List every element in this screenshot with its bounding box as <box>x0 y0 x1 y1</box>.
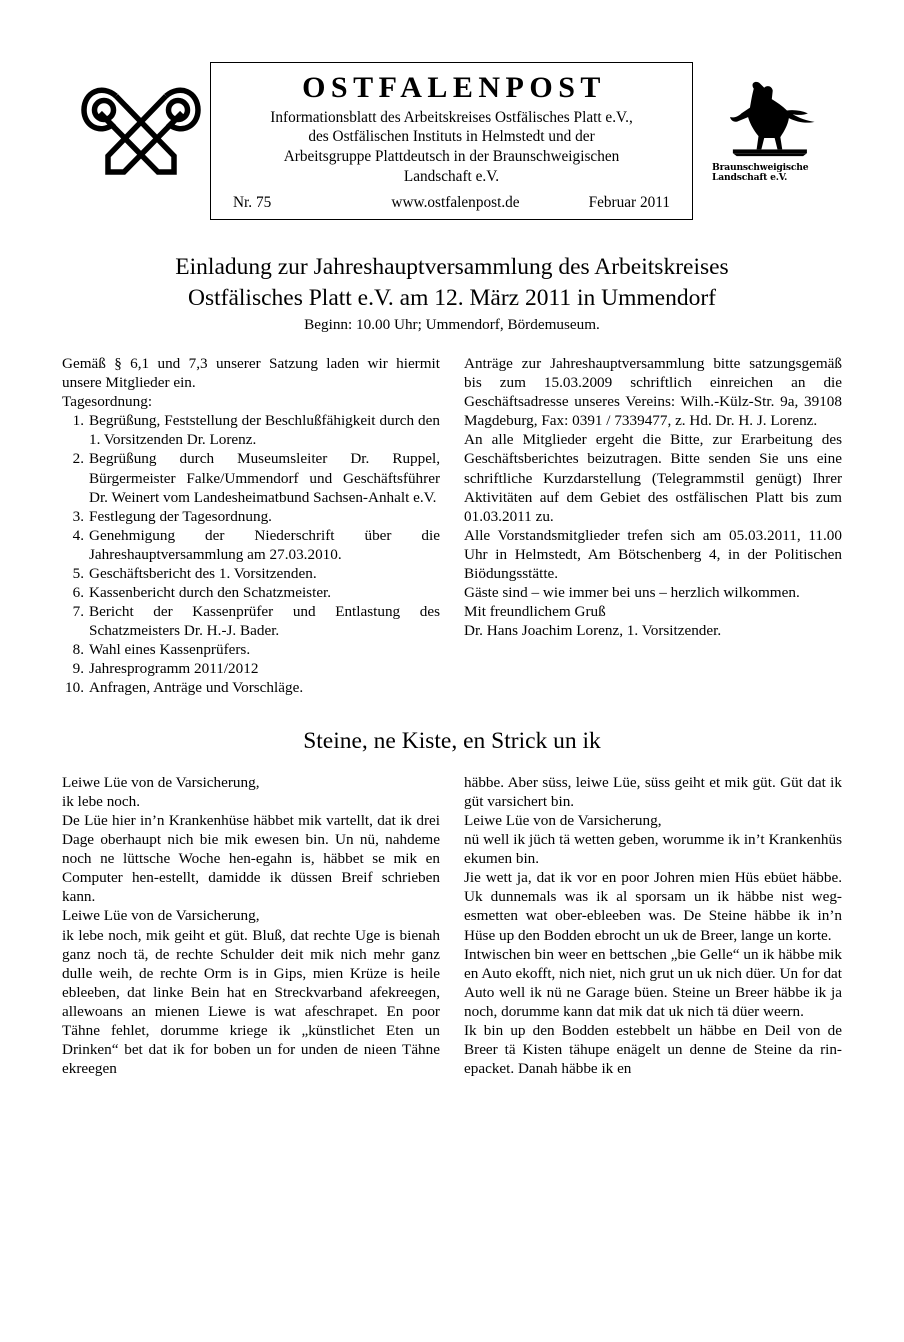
agenda-item-number: 10. <box>65 679 84 697</box>
agenda-item <box>62 526 440 564</box>
agenda-item-text: Festlegung der Tagesordnung. <box>89 507 272 525</box>
agenda-item-number: 3. <box>72 507 84 525</box>
agenda-item-number: 6. <box>72 584 84 602</box>
invitation-columns <box>62 354 842 697</box>
story-paragraph: De Lüe hier in’n Krankenhüse häbbet mik vartellt, dat ik drei Dage oberhaupt nich bie mik ewesen bin. Un nü, nahdeme noch ne lüttsche Woche hen-egahn is, häbbet se mik en Computer hen-estellt, damidde ik düssen Breif schrieben kann. <box>62 811 440 906</box>
agenda-item-number: 9. <box>72 660 84 678</box>
agenda-label: Tagesordnung: <box>62 393 153 411</box>
invitation-paragraph: Alle Vorstandsmitglieder trefen sich am 05.03.2011, 11.00 Uhr in Helmstedt, Am Bötschenberg 4, in der Politischen Biödungsstätte. <box>464 526 842 582</box>
agenda-item-number: 1. <box>72 412 84 430</box>
invitation-left-column <box>62 354 440 697</box>
invitation-signature: Dr. Hans Joachim Lorenz, 1. Vorsitzender. <box>464 622 722 640</box>
story-paragraph: Intwischen bin weer en bettschen „bie Gelle“ un ik häbbe mik en Auto ekofft, nich niet, nich grut un uk nich düer. Un for dat Auto well ik nü ne Garage büen. Steine un Breer häbbe ik ja noch, dorumme kann dat mik dat uk nich tä düer weern. <box>464 945 842 1020</box>
headline-line-1: Einladung zur Jahreshauptversammlung des Arbeitskreises <box>175 254 729 280</box>
story-title: Steine, ne Kiste, en Strick un ik <box>303 727 601 754</box>
invitation-closing: Mit freundlichem Gruß <box>464 603 606 621</box>
agenda-item <box>62 659 440 678</box>
subtitle-line-2: des Ostfälischen Instituts in Helmstedt und der <box>308 128 595 146</box>
subtitle-line-3: Arbeitsgruppe Plattdeutsch in der Braunschweigischen <box>283 148 620 166</box>
story-paragraph: ik lebe noch, mik geiht et güt. Bluß, dat rechte Uge is bienah ganz noch tä, de rechte Schulder deit mik nich mehr ganz dulle weih, de rechte Orm is in Gips, mien Krüze is heile ebleeben, dat linke Bein hat en Streckvarband afekreegen, allewoans an mienen Liewe is wat afeschrapet. En poor Tähne fehlet, dorumme kriege ik „künstlichet Eten un Drinken“ bet dat ik for boben un for unden de nieen Tähne ekreegen <box>62 926 440 1078</box>
agenda-item-text: Geschäftsbericht des 1. Vorsitzenden. <box>89 564 317 582</box>
agenda-item <box>62 449 440 506</box>
subtitle-line-1: Informationsblatt des Arbeitskreises Ostfälisches Platt e.V., <box>270 108 633 126</box>
agenda-list <box>62 411 440 697</box>
crossed-keys-emblem <box>78 80 204 182</box>
story-paragraph: Leiwe Lüe von de Varsicherung, <box>62 773 260 791</box>
logo-caption-line-1: Braunschweigische <box>712 162 809 173</box>
story-paragraph: ik lebe noch. <box>62 792 141 810</box>
agenda-item-text: Begrüßung, Feststellung der Beschlußfähigkeit durch den 1. Vorsitzenden Dr. Lorenz. <box>89 412 440 449</box>
agenda-item <box>62 564 440 583</box>
invitation-headline <box>58 252 846 313</box>
agenda-item <box>62 507 440 526</box>
headline-line-2: Ostfälisches Platt e.V. am 12. März 2011 in Ummendorf <box>187 284 716 311</box>
agenda-item-text: Anfragen, Anträge und Vorschläge. <box>89 679 304 697</box>
story-paragraph: nü well ik jüch tä wetten geben, worumme ik in’t Krankenhüs ekumen bin. <box>464 830 842 867</box>
masthead-box <box>210 62 693 220</box>
logo-caption-line-2: Landschaft e.V. <box>712 172 788 184</box>
issue-number: Nr. 75 <box>233 194 272 211</box>
agenda-item <box>62 640 440 659</box>
agenda-item-number: 5. <box>72 564 84 582</box>
issue-info-row <box>211 194 692 212</box>
agenda-item-text: Bericht der Kassenprüfer und Entlastung des Schatzmeisters Dr. H.-J. Bader. <box>89 603 440 640</box>
braunschweigische-landschaft-horse-logo <box>702 78 834 204</box>
story-left-column <box>62 773 440 1079</box>
website-url[interactable]: www.ostfalenpost.de <box>391 194 520 211</box>
agenda-item-number: 8. <box>72 641 84 659</box>
agenda-item <box>62 602 440 640</box>
invitation-paragraph: An alle Mitglieder ergeht die Bitte, zur Erarbeitung des Geschäftsberichtes beizutragen. Bitte senden Sie uns eine schriftliche Kurzdarstellung (Telegrammstil genügt) Ihrer Aktivitäten auf dem Gebiet des ostfälischen Platt bis zum 01.03.2011 zu. <box>464 431 842 525</box>
agenda-item-number: 7. <box>72 603 84 621</box>
agenda-item-number: 2. <box>72 450 84 468</box>
invitation-paragraph: Anträge zur Jahreshauptversammlung bitte satzungsgemäß bis zum 15.03.2009 schriftlich einreichen an die Geschäftsadresse unseres Vereins: Wilh.-Külz-Str. 9a, 39108 Magdeburg, Fax: 0391 / 7339477, z. Hd. Dr. H. J. Lorenz. <box>464 355 842 430</box>
story-paragraph: Ik bin up den Bodden estebbelt un häbbe en Deil von de Breer tä Kisten tähupe enägelt un denne de Steine da rin-epacket. Danah häbbe ik en <box>464 1022 842 1078</box>
invitation-right-column <box>464 354 842 697</box>
masthead-subtitle <box>211 108 692 188</box>
agenda-item-text: Begrüßung durch Museumsleiter Dr. Ruppel, Bürgermeister Falke/Ummendorf und Geschäftsführer Dr. Weinert vom Landesheimatbund Sachsen-Anhalt e.V. <box>89 450 440 506</box>
story-right-column <box>464 773 842 1079</box>
story-columns <box>62 773 842 1079</box>
story-paragraph: Jie wett ja, dat ik vor en poor Johren mien Hüs ebüet häbbe. Uk dunnemals was ik al sporsam un ik häbbe nist weg-esmetten wat ober-ebleeben was. De Steine häbbe ik in’n Hüse up den Bodden ebrocht un uk de Breer, lange un korte. <box>464 869 842 944</box>
agenda-item-number: 4. <box>72 526 84 544</box>
agenda-item-text: Kassenbericht durch den Schatzmeister. <box>89 584 332 602</box>
agenda-item <box>62 583 440 602</box>
subtitle-line-4: Landschaft e.V. <box>403 168 500 186</box>
agenda-item-text: Wahl eines Kassenprüfers. <box>89 641 251 659</box>
logo-caption <box>702 163 834 184</box>
agenda-item-text: Jahresprogramm 2011/2012 <box>89 660 259 678</box>
story-paragraph: Leiwe Lüe von de Varsicherung, <box>62 907 260 925</box>
agenda-item-text: Genehmigung der Niederschrift über die Jahreshauptversammlung am 27.03.2010. <box>89 526 440 563</box>
masthead <box>0 62 904 234</box>
agenda-item <box>62 411 440 449</box>
agenda-item <box>62 678 440 697</box>
story-paragraph: Leiwe Lüe von de Varsicherung, <box>464 811 662 829</box>
invitation-intro: Gemäß § 6,1 und 7,3 unserer Satzung laden wir hiermit unsere Mitglieder ein. <box>62 355 440 392</box>
invitation-subheadline: Beginn: 10.00 Uhr; Ummendorf, Bördemuseum. <box>304 316 600 334</box>
story-paragraph: häbbe. Aber süss, leiwe Lüe, süss geiht et mik güt. Güt dat ik güt varsichert bin. <box>464 773 842 810</box>
paper-title: OSTFALENPOST <box>302 71 606 104</box>
issue-date: Februar 2011 <box>588 194 670 211</box>
invitation-paragraph: Gäste sind – wie immer bei uns – herzlich wilkommen. <box>464 584 800 602</box>
